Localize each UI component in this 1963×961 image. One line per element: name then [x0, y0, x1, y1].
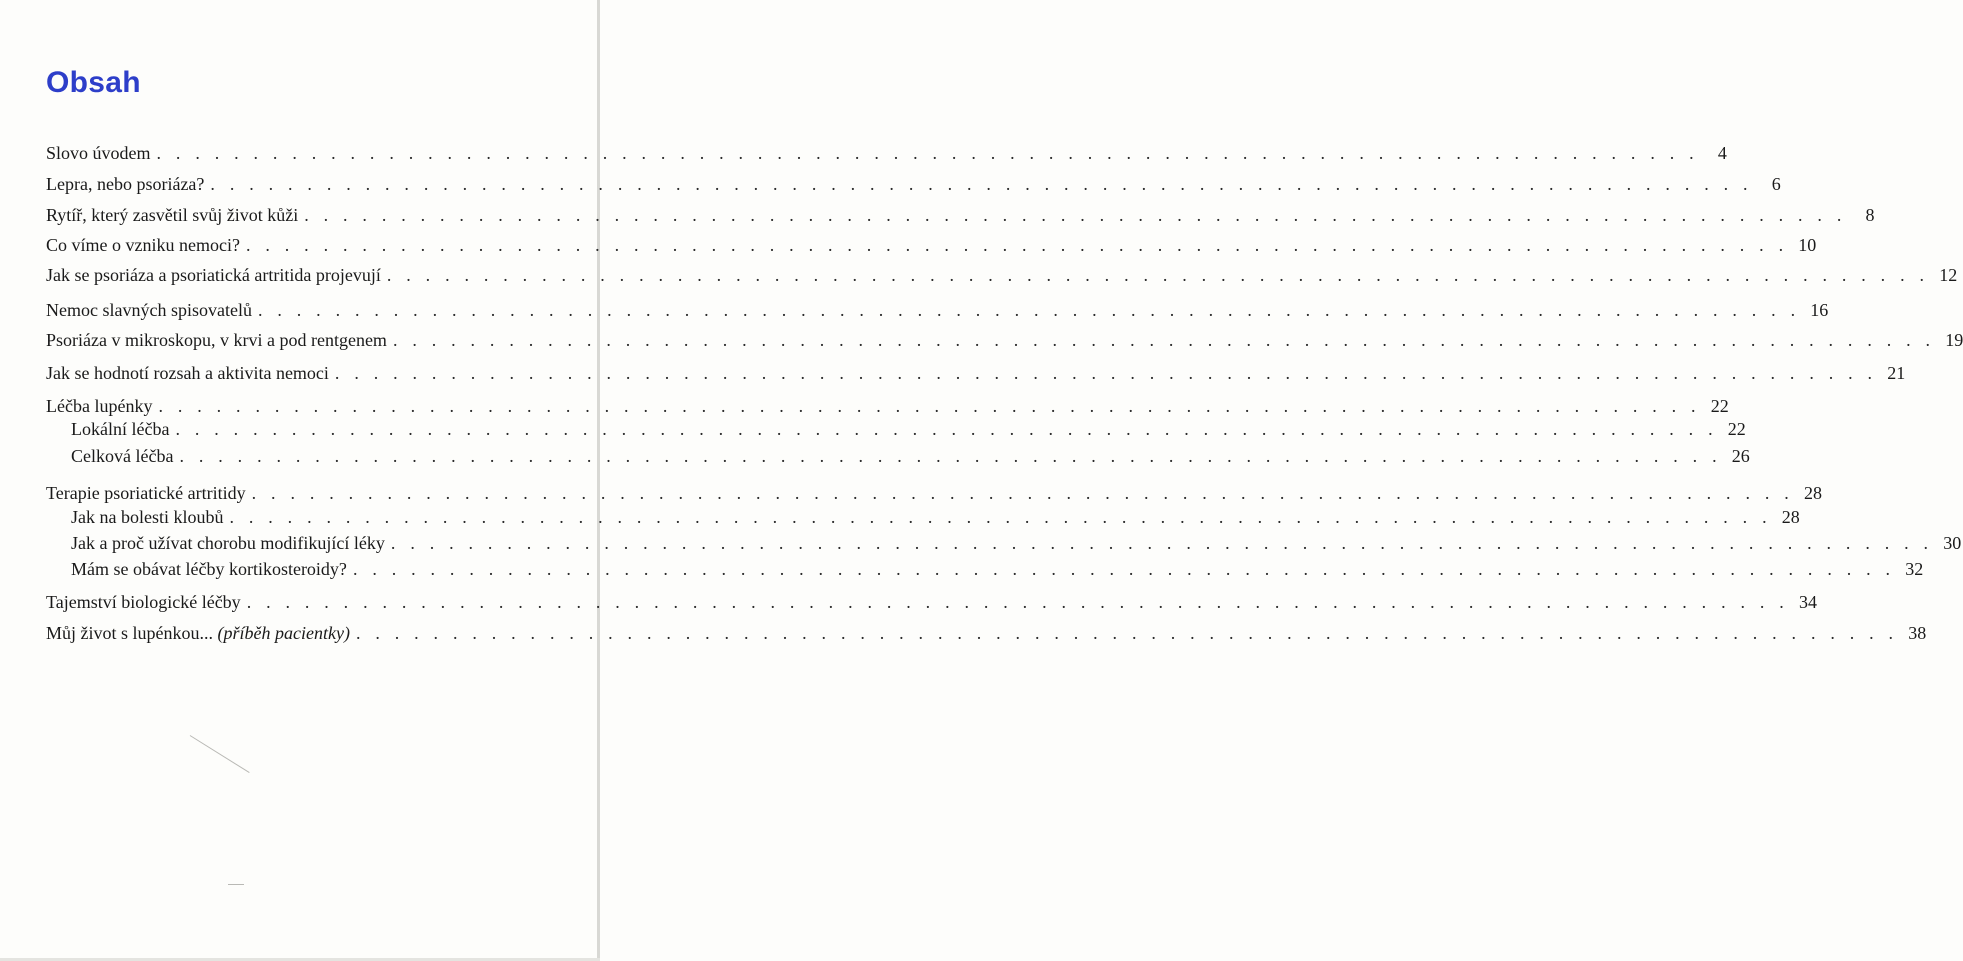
toc-entry-title-text: Jak se psoriáza a psoriatická artritida projevují [46, 265, 381, 285]
toc-entry-title-text: Léčba lupénky [46, 396, 153, 416]
toc-entry-title [46, 620, 350, 646]
toc-entry-title [46, 530, 385, 556]
toc-entry-title-text: Jak na bolesti kloubů [71, 507, 224, 527]
toc-entry-title-text: Rytíř, který zasvětil svůj život kůži [46, 205, 299, 225]
toc-page-number: 22 [1727, 419, 1746, 439]
toc-page-number: 21 [1887, 363, 1906, 383]
toc-entry-title-text: Celková léčba [71, 446, 174, 466]
toc-entry [46, 504, 1800, 530]
toc-entry-title-text: Slovo úvodem [46, 143, 151, 163]
toc-entry-title-text: Lokální léčba [71, 419, 170, 439]
toc-entry-title-text: Mám se obávat léčby kortikosteroidy? [71, 559, 347, 579]
dot-leader: . . . . . . . . . . . . . . . . . . . . . . . . . . . . . . . . . . . . . . . . . . . . . . . . . . . . . . . . . . . . . . . . . . . . . . . . . . . . . . . . [246, 592, 1789, 612]
dot-leader: . . . . . . . . . . . . . . . . . . . . . . . . . . . . . . . . . . . . . . . . . . . . . . . . . . . . . . . . . . . . . . . . . . . . . . . . . . . . . . . . [352, 559, 1896, 579]
dot-leader: . . . . . . . . . . . . . . . . . . . . . . . . . . . . . . . . . . . . . . . . . . . . . . . . . . . . . . . . . . . . . . . . . . . . . . . . . . . . . . . . [245, 235, 1789, 255]
toc-page-number: 12 [1939, 265, 1958, 285]
toc-page-number: 22 [1710, 396, 1729, 416]
toc-entry [46, 327, 1963, 353]
toc-page-number: 19 [1945, 330, 1963, 350]
dot-leader: . . . . . . . . . . . . . . . . . . . . . . . . . . . . . . . . . . . . . . . . . . . . . . . . . . . . . . . . . . . . . . . . . . . . . . . . . . . . . . . . [229, 507, 1772, 527]
toc-page-number: 32 [1905, 559, 1924, 579]
toc-page-number: 10 [1798, 235, 1817, 255]
dot-leader: . . . . . . . . . . . . . . . . . . . . . . . . . . . . . . . . . . . . . . . . . . . . . . . . . . . . . . . . . . . . . . . . . . . . . . . . . . . . . . . . [158, 396, 1701, 416]
dot-leader: . . . . . . . . . . . . . . . . . . . . . . . . . . . . . . . . . . . . . . . . . . . . . . . . . . . . . . . . . . . . . . . . . . . . . . . . . . . . . . . . [257, 300, 1801, 320]
toc-page-number: 28 [1803, 483, 1822, 503]
toc-entry-title-text: Co víme o vzniku nemoci? [46, 235, 240, 255]
toc-entry-title [46, 416, 169, 442]
toc-entry [46, 416, 1746, 442]
toc-entry-title [46, 262, 381, 288]
toc-entry-title [46, 556, 347, 582]
toc-entry [46, 530, 1962, 556]
toc-entry-title [46, 140, 151, 166]
toc-page-number: 30 [1943, 533, 1962, 553]
toc-entry-title-text: Psoriáza v mikroskopu, v krvi a pod rentgenem [46, 330, 387, 350]
toc-page-number: 26 [1731, 446, 1750, 466]
toc-page-number: 38 [1908, 623, 1927, 643]
toc-entry-title-text: Tajemství biologické léčby [46, 592, 241, 612]
toc-entry-title [46, 480, 246, 506]
toc-entry [46, 297, 1829, 323]
toc-entry-title [46, 360, 329, 386]
toc-entry [46, 480, 1822, 506]
toc-entry-title-text: Lepra, nebo psoriáza? [46, 174, 205, 194]
toc-entry-title [46, 232, 240, 258]
toc-page-number: 8 [1865, 205, 1875, 225]
dot-leader: . . . . . . . . . . . . . . . . . . . . . . . . . . . . . . . . . . . . . . . . . . . . . . . . . . . . . . . . . . . . . . . . . . . . . . . . . . . . . . . . [210, 174, 1753, 194]
scan-mark [228, 884, 244, 885]
dot-leader: . . . . . . . . . . . . . . . . . . . . . . . . . . . . . . . . . . . . . . . . . . . . . . . . . . . . . . . . . . . . . . . . . . . . . . . . . . . . . . . . [304, 205, 1847, 225]
toc-entry [46, 443, 1750, 469]
toc-entry [46, 232, 1817, 258]
toc-entry-title [46, 504, 223, 530]
dot-leader: . . . . . . . . . . . . . . . . . . . . . . . . . . . . . . . . . . . . . . . . . . . . . . . . . . . . . . . . . . . . . . . . . . . . . . . . . . . . . . . . [390, 533, 1934, 553]
toc-entry [46, 171, 1781, 197]
dot-leader: . . . . . . . . . . . . . . . . . . . . . . . . . . . . . . . . . . . . . . . . . . . . . . . . . . . . . . . . . . . . . . . . . . . . . . . . . . . . . . . . [334, 363, 1878, 383]
toc-entry-title-text: Nemoc slavných spisovatelů [46, 300, 252, 320]
toc-entry [46, 262, 1958, 288]
toc-page-number: 16 [1810, 300, 1829, 320]
dot-leader: . . . . . . . . . . . . . . . . . . . . . . . . . . . . . . . . . . . . . . . . . . . . . . . . . . . . . . . . . . . . . . . . . . . . . . . . . . . . . . . . [392, 330, 1936, 350]
toc-entry [46, 202, 1875, 228]
dot-leader: . . . . . . . . . . . . . . . . . . . . . . . . . . . . . . . . . . . . . . . . . . . . . . . . . . . . . . . . . . . . . . . . . . . . . . . . . . . . . . . . [355, 623, 1899, 643]
scan-mark [190, 735, 250, 773]
toc-entry-title-text: Můj život s lupénkou... [46, 623, 213, 643]
toc-entry [46, 620, 1927, 646]
toc-entry-title [46, 443, 173, 469]
dot-leader: . . . . . . . . . . . . . . . . . . . . . . . . . . . . . . . . . . . . . . . . . . . . . . . . . . . . . . . . . . . . . . . . . . . . . . . . . . . . . . . . [251, 483, 1794, 503]
toc-page-number: 4 [1717, 143, 1727, 163]
dot-leader: . . . . . . . . . . . . . . . . . . . . . . . . . . . . . . . . . . . . . . . . . . . . . . . . . . . . . . . . . . . . . . . . . . . . . . . . . . . . . . . . [179, 446, 1722, 466]
toc-entry [46, 556, 1924, 582]
toc-entry-title [46, 297, 252, 323]
toc-entry-title-text: Jak a proč užívat chorobu modifikující léky [71, 533, 385, 553]
dot-leader: . . . . . . . . . . . . . . . . . . . . . . . . . . . . . . . . . . . . . . . . . . . . . . . . . . . . . . . . . . . . . . . . . . . . . . . . . . . . . . . . [175, 419, 1718, 439]
dot-leader: . . . . . . . . . . . . . . . . . . . . . . . . . . . . . . . . . . . . . . . . . . . . . . . . . . . . . . . . . . . . . . . . . . . . . . . . . . . . . . . . [156, 143, 1699, 163]
toc-page-number: 6 [1771, 174, 1781, 194]
toc-page-number: 28 [1781, 507, 1800, 527]
toc-entry [46, 360, 1906, 386]
toc-entry-title-text: Terapie psoriatické artritidy [46, 483, 246, 503]
toc-entry-note: (příběh pacientky) [217, 623, 350, 643]
toc-entry-title [46, 327, 387, 353]
toc-entry-title [46, 589, 241, 615]
toc-page-number: 34 [1799, 592, 1817, 612]
dot-leader: . . . . . . . . . . . . . . . . . . . . . . . . . . . . . . . . . . . . . . . . . . . . . . . . . . . . . . . . . . . . . . . . . . . . . . . . . . . . . . . . [386, 265, 1930, 285]
toc-entry-title-text: Jak se hodnotí rozsah a aktivita nemoci [46, 363, 329, 383]
toc-entry [46, 589, 1817, 615]
toc-entry-title [46, 202, 298, 228]
page-title: Obsah [46, 66, 141, 99]
toc-entry [46, 140, 1727, 166]
toc-entry-title [46, 171, 204, 197]
